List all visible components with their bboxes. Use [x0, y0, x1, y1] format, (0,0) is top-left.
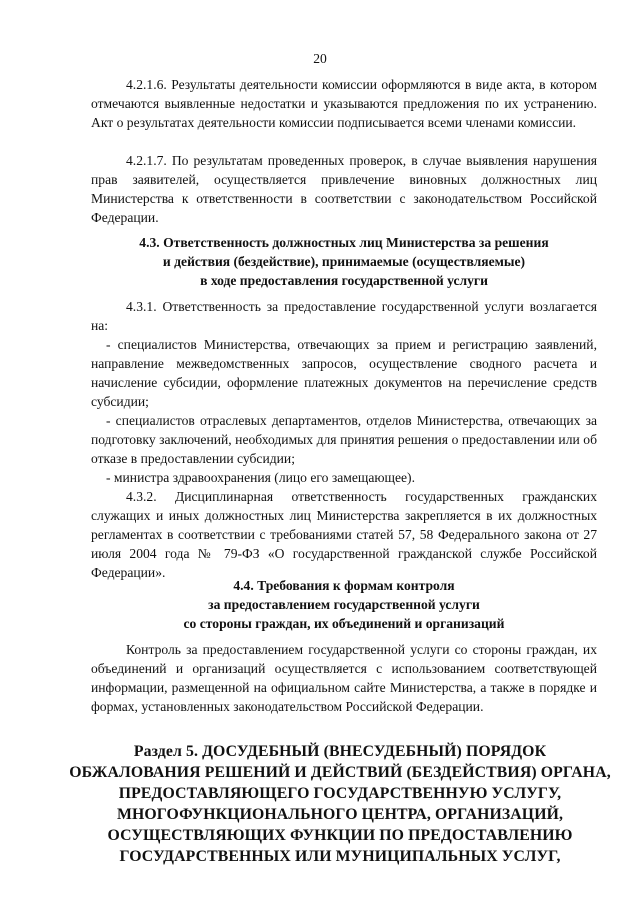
section-4-2-1-6 [91, 75, 597, 132]
heading-4-3-line: и действия (бездействие), принимаемые (осуществляемые) [162, 254, 526, 269]
paragraph-4-2-1-6: 4.2.1.6. Результаты деятельности комиссии оформляются в виде акта, в котором отмечаются выявленные недостатки и указываются предложения по их устранению. Акт о результатах деятельности комиссии подписывается всеми членами комиссии. [91, 77, 597, 130]
paragraph-4-2-1-7: 4.2.1.7. По результатам проведенных проверок, в случае выявления нарушения прав заявителей, осуществляется привлечение виновных должностных лиц Министерства к ответственности в соответствии с законодательством Российской Федерации. [91, 153, 597, 225]
heading-4-4-line: 4.4. Требования к формам контроля [233, 578, 455, 593]
section-5-heading-line: ОСУЩЕСТВЛЯЮЩИХ ФУНКЦИИ ПО ПРЕДОСТАВЛЕНИЮ [107, 827, 573, 844]
heading-4-4 [91, 576, 597, 633]
heading-4-4-line: со стороны граждан, их объединений и организаций [183, 616, 505, 631]
heading-4-4-line: за предоставлением государственной услуги [208, 597, 480, 612]
section-5-heading-line: Раздел 5. ДОСУДЕБНЫЙ (ВНЕСУДЕБНЫЙ) ПОРЯДОК [133, 743, 547, 760]
list-item: - специалистов отраслевых департаментов, отделов Министерства, отвечающих за подготовку заключений, необходимых для принятия решения о предоставлении или об отказе в предоставлении субсидии; [91, 413, 597, 466]
section-4-2-1-7 [91, 151, 597, 227]
section-5-heading-line: ОБЖАЛОВАНИЯ РЕШЕНИЙ И ДЕЙСТВИЙ (БЕЗДЕЙСТВИЯ) ОРГАНА, [69, 764, 611, 781]
paragraph-4-3-1: 4.3.1. Ответственность за предоставление государственной услуги возлагается на: [91, 299, 597, 333]
section-4-3-1 [91, 297, 597, 582]
page-number: 20 [313, 51, 327, 66]
heading-4-3-line: в ходе предоставления государственной услуги [200, 273, 488, 288]
section-5-heading-line: ГОСУДАРСТВЕННЫХ ИЛИ МУНИЦИПАЛЬНЫХ УСЛУГ, [119, 848, 561, 865]
paragraph-4-3-2: 4.3.2. Дисциплинарная ответственность государственных гражданских служащих и иных должностных лиц Министерства закрепляется в их должностных регламентах в соответствии с требованиями статей 57, 58 Федерального закона от 27 июля 2004 года № 79-ФЗ «О государственной гражданской службе Российской Федерации». [91, 489, 597, 580]
section-4-4 [91, 640, 597, 716]
heading-4-3-line: 4.3. Ответственность должностных лиц Министерства за решения [139, 235, 549, 250]
section-5-heading-line: ПРЕДОСТАВЛЯЮЩЕГО ГОСУДАРСТВЕННУЮ УСЛУГУ, [118, 785, 562, 802]
heading-4-3 [91, 233, 597, 290]
list-item: - специалистов Министерства, отвечающих за прием и регистрацию заявлений, направление межведомственных запросов, осуществление сводного расчета и начисление субсидии, оформление платежных документов на перечисление средств субсидии; [91, 337, 597, 409]
section-5-heading [40, 741, 640, 867]
section-5-heading-line: МНОГОФУНКЦИОНАЛЬНОГО ЦЕНТРА, ОРГАНИЗАЦИЙ, [116, 806, 564, 823]
list-item: - министра здравоохранения (лицо его замещающее). [106, 470, 415, 485]
paragraph-4-4: Контроль за предоставлением государственной услуги со стороны граждан, их объединений и организаций осуществляется с использованием соответствующей информации, размещенной на официальном сайте Министерства, а также в порядке и формах, установленных законодательством Российской Федерации. [91, 642, 597, 714]
